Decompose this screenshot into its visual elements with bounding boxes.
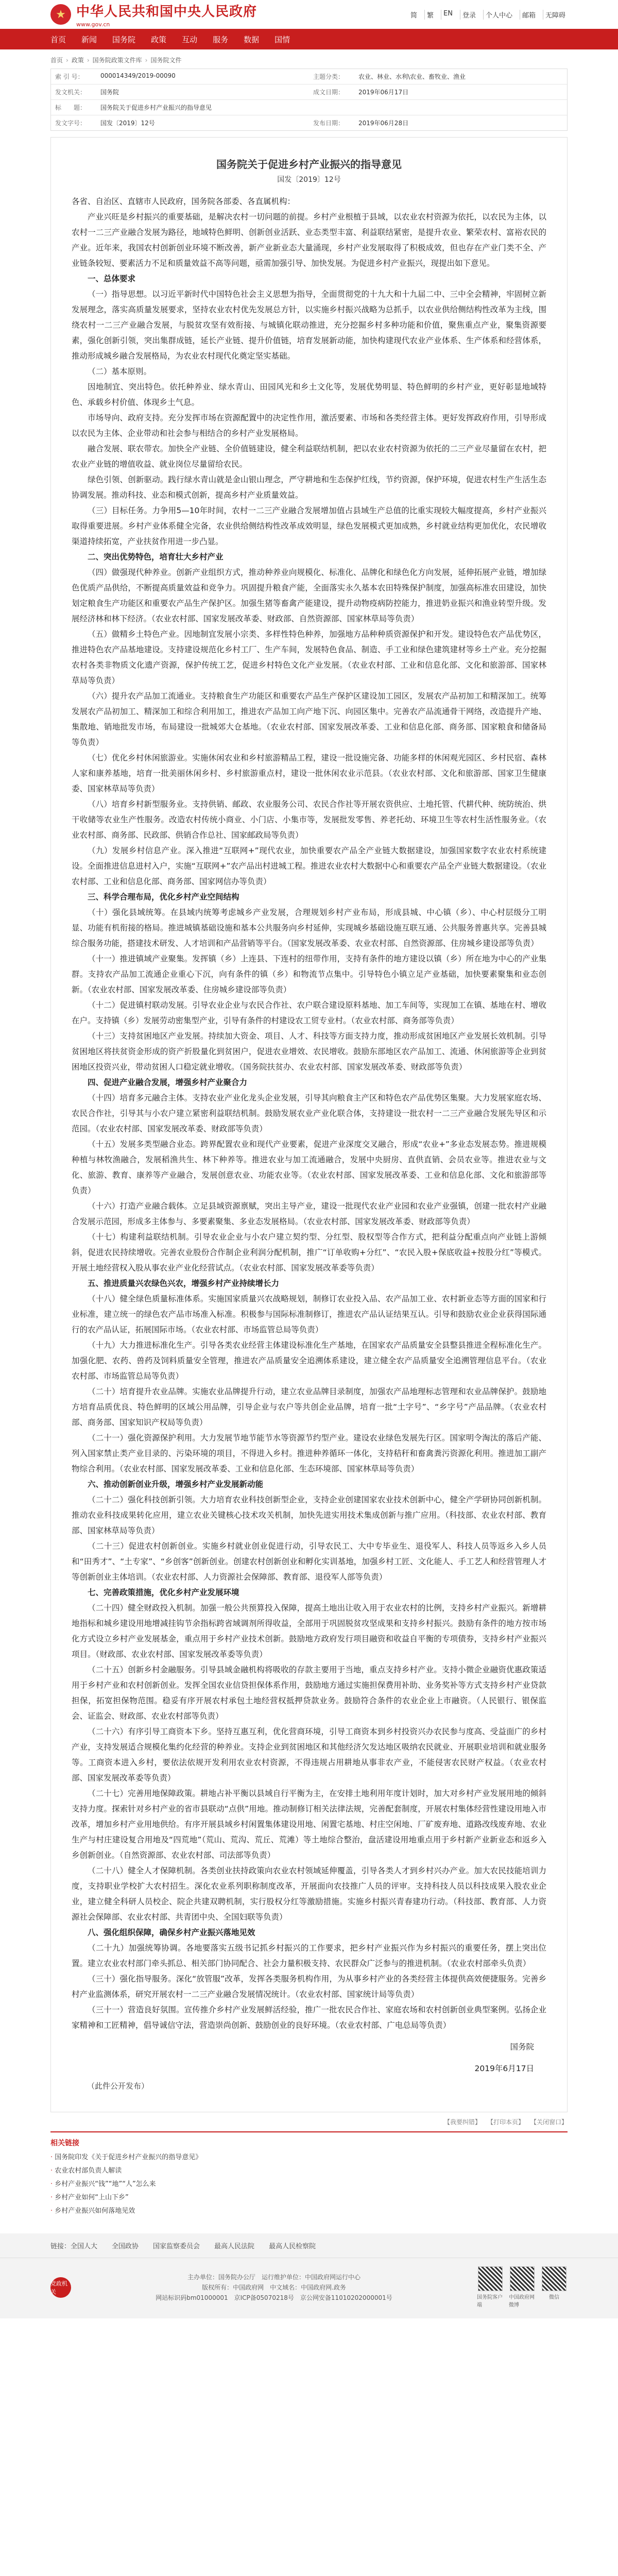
footer-line: 网站标识码bm01000001 京ICP备05070218号 京公网安备11010202000001号 <box>156 2294 392 2301</box>
qr-code[interactable] <box>477 2266 504 2308</box>
qr-label: 中国政府网微博 <box>509 2295 535 2308</box>
footer-link[interactable]: 全国政协 <box>112 2243 139 2250</box>
section-heading: 一、总体要求 <box>88 274 136 283</box>
meta-row <box>51 100 567 115</box>
document-date: 2019年6月17日 <box>474 2064 534 2073</box>
site-title: 中华人民共和国中央人民政府 <box>76 4 258 20</box>
meta-cell <box>309 115 567 130</box>
related-list <box>50 2151 568 2218</box>
paragraph: （十七）构建利益联结机制。引导农业企业与小农户建立契约型、分红型、股权型等合作方式，把利益分配重点向产业链上游倾斜，促进农民持续增收。完善农业股份合作制企业利润分配机制，推广“订单收购+分红”、“农民入股+保底收益+按股分红”等模式。开展土地经营权入股从事农业产业化经营试点。（农业农村部、国家发展改革委等负责） <box>72 1232 546 1273</box>
footer-links <box>0 2233 618 2258</box>
paragraph: （二十五）创新乡村金融服务。引导县域金融机构将吸收的存款主要用于当地，重点支持乡村产业。支持小微企业融资优惠政策适用于乡村产业和农村创新创业。发挥全国农业信贷担保体系作用，鼓励地方通过实施担保费用补助、业务奖补等方式支持乡村产业贷款担保，拓宽担保物范围。稳妥有序开展农村承包土地经营权抵押贷款业务。鼓励符合条件的农业企业上市融资。（人民银行、银保监会、证监会、财政部、农业农村部等负责） <box>72 1665 546 1721</box>
section-heading: 八、强化组织保障，确保乡村产业振兴落地见效 <box>88 1928 255 1937</box>
document-signatory: 国务院 <box>510 2042 534 2052</box>
page-tool-link[interactable]: 【关闭窗口】 <box>530 2119 568 2126</box>
breadcrumb-item[interactable]: 政策 <box>71 57 84 64</box>
meta-cell <box>51 84 309 99</box>
qr-label: 微信 <box>549 2295 559 2300</box>
qr-label: 国务院客户端 <box>477 2295 503 2308</box>
document-body <box>50 137 568 2112</box>
top-link[interactable]: 邮箱 <box>520 10 538 20</box>
section-heading: 七、完善政策措施，优化乡村产业发展环境 <box>88 1588 239 1597</box>
paragraph: （二十）培育提升农业品牌。实施农业品牌提升行动，建立农业品牌目录制度，加强农产品地理标志管理和农业品牌保护。鼓励地方培育品质优良、特色鲜明的区域公用品牌，引导企业与农户等共创企业品牌，培育一批“土字号”、“乡字号”产品品牌。（农业农村部、商务部、国家知识产权局等负责） <box>72 1387 546 1427</box>
meta-key: 发文字号： <box>55 120 87 127</box>
section-heading: 五、推进质量兴农绿色兴农，增强乡村产业持续增长力 <box>88 1279 280 1288</box>
paragraph: （二十二）强化科技创新引领。大力培育农业科技创新型企业，支持企业创建国家农业技术创新中心，健全产学研协同创新机制。推动农业科技成果转化应用，建立农业关键核心技术攻关机制，加快先进实用技术集成创新与推广应用。（科技部、农业农村部、教育部、国家林草局等负责） <box>72 1495 546 1535</box>
page-tool-link[interactable]: 【我要纠错】 <box>443 2119 481 2126</box>
nav-item[interactable]: 服务 <box>213 35 229 44</box>
footer-link[interactable]: 最高人民法院 <box>214 2243 255 2250</box>
footer-link[interactable]: 国家监察委员会 <box>153 2243 200 2250</box>
meta-value: 国发〔2019〕12号 <box>100 120 155 127</box>
breadcrumb-item[interactable]: 首页 <box>50 57 63 64</box>
qr-code-icon <box>542 2266 566 2291</box>
qr-codes <box>477 2266 568 2308</box>
paragraph: （八）培育乡村新型服务业。支持供销、邮政、农业服务公司、农民合作社等开展农资供应、土地托管、代耕代种、统防统治、烘干收储等农业生产性服务。改造农村传统小商业、小门店、小集市等，发展批发零售、养老托幼、环境卫生等农村生活性服务业。（农业农村部、商务部、民政部、供销合作总社、国家邮政局等负责） <box>72 800 546 840</box>
paragraph: （二）基本原则。 <box>88 367 152 376</box>
paragraph: 产业兴旺是乡村振兴的重要基础，是解决农村一切问题的前提。乡村产业根植于县域，以农业农村资源为依托，以农民为主体，以农村一二三产业融合发展为路径，地域特色鲜明、创新创业活跃、业态类型丰富、利益联结紧密，是提升农业、繁荣农村、富裕农民的产业。近年来，我国农村创新创业环境不断改善，新产业新业态大量涌现，乡村产业发展取得了积极成效，但也存在产业门类不全、产业链条较短、要素活力不足和质量效益不高等问题，亟需加强引导、加快发展。为促进乡村产业振兴，现提出如下意见。 <box>72 212 546 268</box>
qr-code-icon <box>510 2266 535 2291</box>
qr-code[interactable] <box>509 2266 536 2308</box>
meta-row <box>51 69 567 84</box>
meta-value: 国务院关于促进乡村产业振兴的指导意见 <box>100 104 212 111</box>
document-note: （此件公开发布） <box>87 2081 149 2091</box>
site-brand[interactable] <box>50 1 257 28</box>
page-tools <box>50 2117 568 2126</box>
document-number: 国发〔2019〕12号 <box>277 176 341 184</box>
breadcrumb-separator: › <box>66 57 68 64</box>
document-meta-table <box>50 69 568 131</box>
qr-code-icon <box>478 2266 503 2291</box>
top-link[interactable]: EN <box>441 10 455 20</box>
paragraph: （十四）培育多元融合主体。支持农业产业化龙头企业发展，引导其向粮食主产区和特色农产品优势区集聚。大力发展家庭农场、农民合作社，引导其与小农户建立紧密利益联结机制。鼓励发展农业产业化联合体，支持建设一批农村一二三产业融合发展先导区和示范园。（农业农村部、国家发展改革委、财政部等负责） <box>72 1093 546 1133</box>
top-link[interactable]: 登录 <box>460 10 478 20</box>
paragraph: （三十）强化指导服务。深化“放管服”改革，发挥各类服务机构作用，为从事乡村产业的各类经营主体提供高效便捷服务。完善乡村产业监测体系，研究开展农村一二三产业融合发展情况统计。（农业农村部、国家统计局等负责） <box>72 1974 546 1999</box>
breadcrumb-item[interactable]: 国务院文件 <box>150 57 182 64</box>
paragraph: （三十一）营造良好氛围。宣传推介乡村产业发展鲜活经验，推广一批农民合作社、家庭农场和农村创新创业典型案例。弘扬企业家精神和工匠精神，倡导诚信守法，营造崇尚创新、鼓励创业的良好环境。（农业农村部、广电总局等负责） <box>72 2005 546 2030</box>
site-header <box>0 0 618 29</box>
top-link[interactable]: 无障碍 <box>543 10 568 20</box>
meta-key: 成文日期： <box>313 89 345 96</box>
meta-cell <box>309 100 567 115</box>
meta-cell <box>309 84 567 99</box>
qr-code[interactable] <box>541 2266 568 2308</box>
footer-line: 主办单位：国务院办公厅 运行维护单位：中国政府网运行中心 <box>187 2273 360 2281</box>
meta-cell <box>309 69 567 84</box>
paragraph: （四）做强现代种养业。创新产业组织方式，推动种养业向规模化、标准化、品牌化和绿色化方向发展，延伸拓展产业链，增加绿色优质产品供给，不断提高质量效益和竞争力。巩固提升粮食产能，全面落实永久基本农田特殊保护制度，加强高标准农田建设，加快划定粮食生产功能区和重要农产品生产保护区。加强生猪等畜禽产能建设，提升动物疫病防控能力，推进奶业振兴和渔业转型升级。发展经济林和林下经济。（农业农村部、国家发展改革委、财政部、自然资源部、国家林草局等负责） <box>72 568 546 623</box>
related-link[interactable]: · 国务院印发《关于促进乡村产业振兴的指导意见》 <box>50 2151 568 2164</box>
paragraph: （三）目标任务。力争用5—10年时间，农村一二三产业融合发展增加值占县域生产总值的比重实现较大幅度提高，乡村产业振兴取得重要进展。乡村产业体系健全完备，农业供给侧结构性改革成效明显，绿色发展模式更加成熟，乡村就业结构更加优化，农民增收渠道持续拓宽，产业扶贫作用进一步凸显。 <box>72 506 546 546</box>
paragraph: （十）强化县域统筹。在县域内统筹考虑城乡产业发展，合理规划乡村产业布局，形成县城、中心镇（乡）、中心村层级分工明显、功能有机衔接的格局。推进城镇基础设施和基本公共服务向乡村延伸，实现城乡基础设施互联互通、公共服务普惠共享。完善县城综合服务功能，搭建技术研发、人才培训和产品营销等平台。（国家发展改革委、农业农村部、自然资源部、住房城乡建设部等负责） <box>72 908 546 948</box>
paragraph: （二十四）健全财政投入机制。加强一般公共预算投入保障，提高土地出让收入用于农业农村的比例，支持乡村产业振兴。新增耕地指标和城乡建设用地增减挂钩节余指标跨省域调剂所得收益，全部用于巩固脱贫攻坚成果和支持乡村振兴。鼓励有条件的地方按市场化方式设立乡村产业发展基金，重点用于乡村产业技术创新。鼓励地方政府发行项目融资和收益自平衡的专项债券，支持乡村产业振兴项目。（财政部、农业农村部、国家发展改革委等负责） <box>72 1603 546 1659</box>
paragraph: （二十八）健全人才保障机制。各类创业扶持政策向农业农村领域延伸覆盖，引导各类人才到乡村兴办产业。加大农民技能培训力度，支持职业学校扩大农村招生。深化农业系列职称制度改革，开展面向农技推广人员的评审。支持科技人员以科技成果入股农业企业，建立健全科研人员校企、院企共建双聘机制，实行股权分红等激励措施。实施乡村振兴青春建功行动。（科技部、教育部、人力资源社会保障部、农业农村部、共青团中央、全国妇联等负责） <box>72 1866 546 1922</box>
paragraph: （五）做精乡土特色产业。因地制宜发展小宗类、多样性特色种养，加强地方品种种质资源保护和开发。建设特色农产品优势区，推进特色农产品基地建设。支持建设规范化乡村工厂、生产车间，发展特色食品、制造、手工业和绿色建筑建材等乡土产业。充分挖掘农村各类非物质文化遗产资源，保护传统工艺，促进乡村特色文化产业发展。（农业农村部、工业和信息化部、文化和旅游部、国家林草局等负责） <box>72 630 546 685</box>
nav-item[interactable]: 国情 <box>274 35 290 44</box>
paragraph: （十一）推进镇域产业聚集。发挥镇（乡）上连县、下连村的纽带作用，支持有条件的地方建设以镇（乡）所在地为中心的产业集群。支持农产品加工流通企业重心下沉，向有条件的镇（乡）和物流节点集中。引导特色小镇立足产业基础，加快要素聚集和业态创新。（农业农村部、国家发展改革委、住房城乡建设部等负责） <box>72 954 546 994</box>
nav-item[interactable]: 新闻 <box>81 35 97 44</box>
nav-item[interactable]: 政策 <box>151 35 167 44</box>
nav-item[interactable]: 首页 <box>50 35 66 44</box>
top-links <box>408 10 568 20</box>
meta-key: 发布日期： <box>313 120 345 127</box>
meta-value: 2019年06月28日 <box>358 120 409 127</box>
related-title: 相关链接 <box>50 2139 79 2147</box>
page-tool-link[interactable]: 【打印本页】 <box>487 2119 524 2126</box>
top-link[interactable]: 繁 <box>424 10 436 20</box>
breadcrumb-item[interactable]: 国务院政策文件库 <box>92 57 142 64</box>
nav-item[interactable]: 数据 <box>244 35 260 44</box>
paragraph: （二十九）加强统筹协调。各地要落实五级书记抓乡村振兴的工作要求，把乡村产业振兴作为乡村振兴的重要任务，摆上突出位置。建立农业农村部门牵头抓总、相关部门协同配合、社会力量积极支持、农民群众广泛参与的推进机制。（农业农村部牵头负责） <box>72 1943 546 1968</box>
breadcrumb <box>50 49 568 69</box>
footer-info <box>71 2272 477 2303</box>
footer-line: 版权所有：中国政府网 中文域名：中国政府网.政务 <box>202 2283 346 2291</box>
meta-row <box>51 115 567 130</box>
site-footer <box>0 2258 618 2318</box>
meta-cell <box>51 100 309 115</box>
meta-key: 标 题： <box>55 104 87 111</box>
footer-link[interactable]: 最高人民检察院 <box>269 2243 316 2250</box>
section-heading: 三、科学合理布局，优化乡村产业空间结构 <box>88 892 239 902</box>
national-emblem-icon: ★ <box>50 4 71 25</box>
main-nav <box>0 29 618 49</box>
breadcrumb-separator: › <box>87 57 90 64</box>
paragraph: （一）指导思想。以习近平新时代中国特色社会主义思想为指导，全面贯彻党的十九大和十九届二中、三中全会精神，牢固树立新发展理念，落实高质量发展要求，坚持农业农村优先发展总方针，以实施乡村振兴战略为总抓手，以农业供给侧结构性改革为主线，围绕农村一二三产业融合发展，与脱贫攻坚有效衔接、与城镇化联动推进，充分挖掘乡村多种功能和价值，聚焦重点产业，聚集资源要素，强化创新引领，突出集群成链，延长产业链、提升价值链，培育发展新动能，加快构建现代农业产业体系、生产体系和经营体系，推动形成城乡融合发展格局，为农业农村现代化奠定坚实基础。 <box>72 290 546 361</box>
related-link[interactable]: · 农业农村部负责人解读 <box>50 2164 568 2178</box>
paragraph: 市场导向、政府支持。充分发挥市场在资源配置中的决定性作用，激活要素、市场和各类经营主体。更好发挥政府作用，引导形成以农民为主体、企业带动和社会参与相结合的乡村产业发展格局。 <box>72 413 546 438</box>
meta-row <box>51 84 567 100</box>
paragraph: （二十三）促进农村创新创业。实施乡村就业创业促进行动，引导农民工、大中专毕业生、退役军人、科技人员等返乡入乡人员和“田秀才”、“土专家”、“乡创客”创新创业。创建农村创新创业和孵化实训基地，加强乡村工匠、文化能人、手工艺人和经营管理人才等创新创业主体培训。（农业农村部、人力资源社会保障部、教育部、退役军人部等负责） <box>72 1541 546 1582</box>
meta-key: 主题分类： <box>313 73 345 80</box>
breadcrumb-separator: › <box>145 57 148 64</box>
paragraph: （十五）发展多类型融合业态。跨界配置农业和现代产业要素，促进产业深度交叉融合，形成“农业+”多业态发展态势。推进规模种植与林牧渔融合，发展稻渔共生、林下种养等。推进农业与加工流通融合，发展中央厨房、直供直销、会员农业等。推进农业与文化、旅游、教育、康养等产业融合，发展创意农业、功能农业等。（农业农村部、国家发展改革委、工业和信息化部、文化和旅游部等负责） <box>72 1140 546 1195</box>
related-link[interactable]: · 乡村产业振兴“钱”“地”“人”怎么来 <box>50 2178 568 2191</box>
meta-cell <box>51 115 309 130</box>
nav-item[interactable]: 国务院 <box>112 35 136 44</box>
paragraph: （六）提升农产品加工流通业。支持粮食生产功能区和重要农产品生产保护区建设加工园区，发展农产品初加工和精深加工。统筹发展农产品初加工、精深加工和综合利用加工，推进农产品加工向产地下沉、向园区集中。完善农产品流通骨干网络，改造提升产地、集散地、销地批发市场，布局建设一批城郊大仓基地。（农业农村部、国家发展改革委、工业和信息化部、商务部、国家粮食和储备局等负责） <box>72 691 546 747</box>
top-link[interactable]: 简 <box>410 11 417 20</box>
related-links <box>50 2131 568 2223</box>
paragraph: （十三）支持贫困地区产业发展。持续加大资金、项目、人才、科技等方面支持力度，推动形成贫困地区产业发展长效机制。引导贫困地区将扶贫资金形成的资产折股量化到贫困户，促进农业增效、农民增收。鼓励东部地区农产品加工、流通、休闲旅游等企业到贫困地区投资兴业，带动贫困人口稳定就业增收。（国务院扶贫办、农业农村部、国家发展改革委、财政部等负责） <box>72 1031 546 1072</box>
section-heading: 六、推动创新创业升级，增强乡村产业发展新动能 <box>88 1480 264 1489</box>
meta-value: 农业、林业、水利\农业、畜牧业、渔业 <box>358 73 466 80</box>
document-salutation: 各省、自治区、直辖市人民政府，国务院各部委、各直属机构： <box>72 197 296 206</box>
section-heading: 二、突出优势特色，培育壮大乡村产业 <box>88 552 224 562</box>
meta-key: 索 引 号： <box>55 73 84 80</box>
party-govt-badge[interactable]: 党政机关 <box>50 2277 71 2298</box>
related-link[interactable]: · 乡村产业如何“上山下乡” <box>50 2191 568 2205</box>
paragraph: （九）发展乡村信息产业。深入推进“互联网+”现代农业，加快重要农产品全产业链大数据建设，加强国家数字农业农村系统建设。全面推进信息进村入户，实施“互联网+”农产品出村进城工程。推进农业农村大数据中心和重要农产品全产业链大数据建设。（农业农村部、工业和信息化部、商务部、国家网信办等负责） <box>72 846 546 886</box>
paragraph: （十八）健全绿色质量标准体系。实施国家质量兴农战略规划，制修订农业投入品、农产品加工业、农村新业态等方面的国家和行业标准，建立统一的绿色农产品市场准入标准。积极参与国际标准制修订，推进农产品认证结果互认。引导和鼓励农业企业获得国际通行的农产品认证，拓展国际市场。（农业农村部、市场监管总局等负责） <box>72 1294 546 1334</box>
paragraph: （十九）大力推进标准化生产。引导各类农业经营主体建设标准化生产基地，在国家农产品质量安全县整县推进全程标准化生产。加强化肥、农药、兽药及饲料质量安全管理，推进农产品质量安全追溯体系建设，建立健全农产品质量安全追溯管理信息平台。（农业农村部、市场监管总局等负责） <box>72 1341 546 1381</box>
paragraph: （七）优化乡村休闲旅游业。实施休闲农业和乡村旅游精品工程，建设一批设施完备、功能多样的休闲观光园区、乡村民宿、森林人家和康养基地，培育一批美丽休闲乡村、乡村旅游重点村，建设一批休闲农业示范县。（农业农村部、文化和旅游部、国家卫生健康委、国家林草局等负责） <box>72 753 546 793</box>
paragraph: 因地制宜、突出特色。依托种养业、绿水青山、田园风光和乡土文化等，发展优势明显、特色鲜明的乡村产业，更好彰显地域特色、承载乡村价值、体现乡土气息。 <box>72 382 546 407</box>
paragraph: （二十六）有序引导工商资本下乡。坚持互惠互利，优化营商环境，引导工商资本到乡村投资兴办农民参与度高、受益面广的乡村产业，支持发展适合规模化集约化经营的种养业。支持企业到贫困地区和其他经济欠发达地区吸纳农民就业、开展职业培训和就业服务等。工商资本进入乡村，要依法依规开发利用农业农村资源，不得违规占用耕地从事非农产业，不能侵害农民财产权益。（农业农村部、国家发展改革委等负责） <box>72 1727 546 1783</box>
footer-link[interactable]: 链接：全国人大 <box>50 2243 98 2250</box>
paragraph: （二十七）完善用地保障政策。耕地占补平衡以县域自行平衡为主，在安排土地利用年度计划时，加大对乡村产业发展用地的倾斜支持力度。探索针对乡村产业的省市县联动“点供”用地。推动制修订相关法律法规，完善配套制度，开展农村集体经营性建设用地入市改革，增加乡村产业用地供给。有序开展县域乡村闲置集体建设用地、闲置宅基地、村庄空闲地、厂矿废弃地、道路改线废弃地、农业生产与村庄建设复合用地及“四荒地”（荒山、荒沟、荒丘、荒滩）等土地综合整治，盘活建设用地重点用于乡村新产业新业态和返乡入乡创新创业。（自然资源部、农业农村部、司法部等负责） <box>72 1789 546 1860</box>
top-link[interactable]: 个人中心 <box>483 10 514 20</box>
document-paragraphs <box>72 209 546 2033</box>
section-heading: 四、促进产业融合发展，增强乡村产业聚合力 <box>88 1078 248 1087</box>
paragraph: （十六）打造产业融合载体。立足县域资源禀赋，突出主导产业，建设一批现代农业产业园和农业产业强镇，创建一批农村产业融合发展示范园，形成多主体参与、多要素聚集、多业态发展格局。（农业农村部、国家发展改革委、财政部等负责） <box>72 1201 546 1226</box>
paragraph: （十二）促进镇村联动发展。引导农业企业与农民合作社、农户联合建设原料基地、加工车间等，实现加工在镇、基地在村、增收在户。支持镇（乡）发展劳动密集型产业，引导有条件的村建设农工贸专业村。（农业农村部、商务部等负责） <box>72 1001 546 1025</box>
paragraph: 绿色引领、创新驱动。践行绿水青山就是金山银山理念，严守耕地和生态保护红线，节约资源，保护环境，促进农村生产生活生态协调发展。推动科技、业态和模式创新，提高乡村产业质量效益。 <box>72 475 546 500</box>
site-domain: www.gov.cn <box>76 21 110 28</box>
paragraph: （二十一）强化资源保护利用。大力发展节地节能节水等资源节约型产业。建设农业绿色发展先行区。国家明令淘汰的落后产能、列入国家禁止类产业目录的、污染环境的项目，不得进入乡村。推进种养循环一体化，支持秸秆和畜禽粪污资源化利用。推进加工副产物综合利用。（农业农村部、国家发展改革委、工业和信息化部、生态环境部、国家林草局等负责） <box>72 1433 546 1473</box>
meta-cell <box>51 69 309 84</box>
meta-key <box>313 103 353 112</box>
main-content <box>50 49 568 2223</box>
paragraph: 融合发展、联农带农。加快全产业链、全价值链建设，健全利益联结机制，把以农业农村资源为依托的二三产业尽量留在农村，把农业产业链的增值收益、就业岗位尽量留给农民。 <box>72 444 546 469</box>
meta-value: 000014349/2019-00090 <box>100 72 176 79</box>
document-title: 国务院关于促进乡村产业振兴的指导意见 <box>216 158 402 171</box>
meta-key: 发文机关： <box>55 89 87 96</box>
nav-item[interactable]: 互动 <box>182 35 198 44</box>
related-link[interactable]: · 乡村产业振兴如何落地见效 <box>50 2205 568 2218</box>
meta-value: 国务院 <box>100 89 119 96</box>
meta-value: 2019年06月17日 <box>358 89 409 96</box>
